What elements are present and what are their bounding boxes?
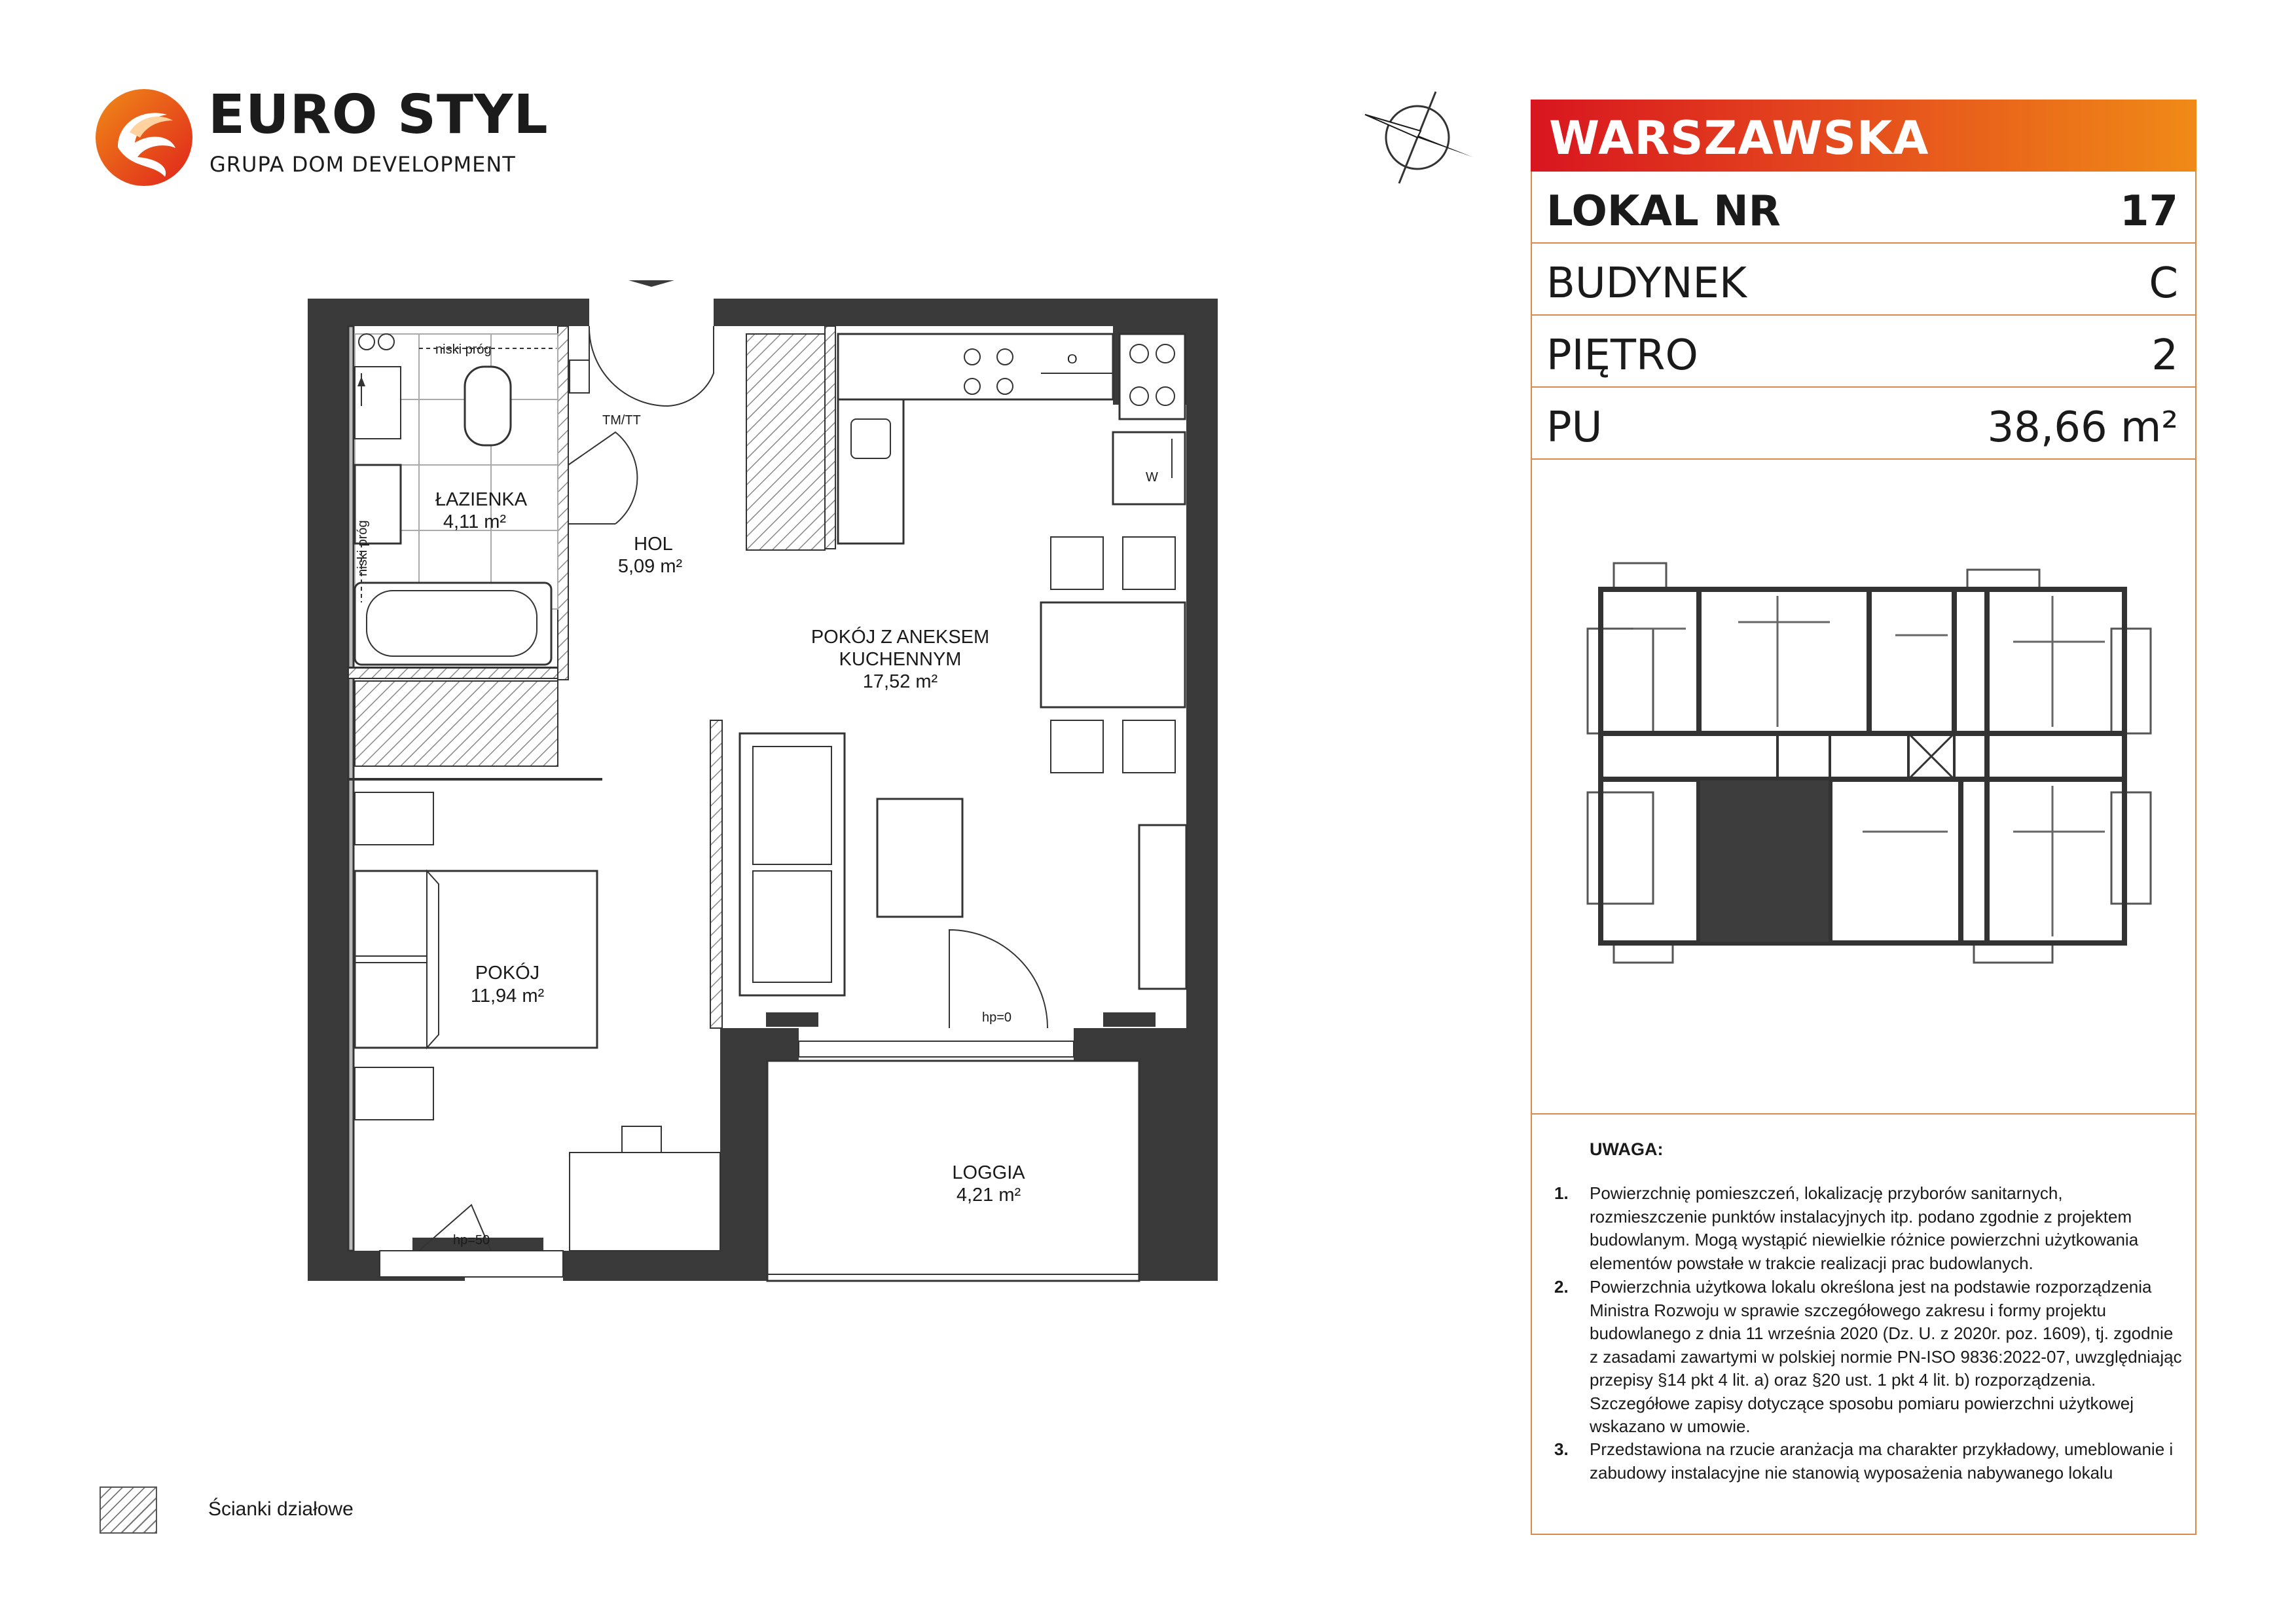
coffee-table — [877, 799, 962, 917]
row-lokal-key: LOKAL NR — [1546, 187, 1781, 236]
room-salon-area: 17,52 m² — [862, 671, 938, 692]
threshold-side-label: niski próg — [355, 520, 370, 576]
bed — [355, 871, 597, 1048]
row-pietro — [1531, 316, 2196, 388]
threshold-top-label: niski próg — [435, 342, 492, 357]
floor-plan — [301, 268, 1231, 1290]
logo-title: EURO STYL — [208, 84, 549, 146]
project-name: WARSZAWSKA — [1549, 111, 1929, 165]
note-1-text: Powierzchnię pomieszczeń, lokalizację przyborów sanitarnych, rozmieszczenie punktów instalacyjnych itp. podano zgodnie z projektem budowlanym. Mogą wystąpić niewielkie różnice powierzchni użytkowania elementów powstałe w trakcie realizacji prac budowlanych. — [1590, 1183, 2139, 1273]
room-pokoj-name: POKÓJ — [475, 963, 540, 984]
hp-window-label: hp=50 — [453, 1233, 490, 1247]
note-1 — [1554, 1182, 2183, 1275]
row-pietro-key: PIĘTRO — [1546, 331, 1698, 380]
legend-label: Ścianki działowe — [208, 1498, 354, 1520]
row-budynek-value: C — [2149, 259, 2178, 308]
bathroom-door[interactable] — [568, 432, 637, 524]
room-salon-name2: KUCHENNYM — [839, 649, 962, 670]
logo-subtitle: GRUPA DOM DEVELOPMENT — [210, 152, 516, 177]
partition-wall-swatch — [100, 1486, 157, 1534]
row-pu — [1531, 388, 2196, 460]
row-pietro-value: 2 — [2151, 331, 2178, 380]
note-1-number: 1. — [1554, 1183, 1569, 1203]
row-pu-key: PU — [1546, 403, 1603, 452]
note-2 — [1554, 1276, 2183, 1439]
washer-box — [1113, 432, 1185, 504]
notes-title: UWAGA: — [1590, 1139, 1664, 1159]
unit-highlight — [1700, 781, 1829, 942]
room-loggia-area: 4,21 m² — [956, 1185, 1021, 1206]
room-lazienka-area: 4,11 m² — [443, 511, 507, 532]
wardrobe — [355, 681, 558, 766]
row-lokal — [1531, 172, 2196, 244]
room-hol-name: HOL — [634, 534, 673, 555]
desk — [570, 1153, 720, 1251]
bedroom-window — [380, 1251, 563, 1277]
eurostyl-logo-icon — [92, 85, 196, 190]
row-budynek-key: BUDYNEK — [1546, 259, 1747, 308]
note-2-number: 2. — [1554, 1277, 1569, 1297]
toilet — [465, 367, 511, 445]
oven-label: O — [1067, 352, 1078, 367]
hp-door-label: hp=0 — [982, 1010, 1012, 1025]
boiler — [1120, 334, 1185, 419]
bathtub — [355, 583, 551, 665]
entrance-door[interactable] — [589, 326, 668, 406]
row-lokal-value: 17 — [2119, 187, 2178, 236]
note-3-number: 3. — [1554, 1439, 1569, 1459]
note-3 — [1554, 1438, 2183, 1485]
tmtt-box — [570, 360, 589, 393]
room-lazienka-name: ŁAZIENKA — [435, 489, 528, 510]
room-pokoj-area: 11,94 m² — [470, 986, 545, 1006]
row-pu-value: 38,66 m² — [1987, 403, 2178, 452]
entrance-arrow-icon — [629, 280, 674, 287]
note-3-text: Przedstawiona na rzucie aranżacja ma charakter przykładowy, umeblowanie i zabudowy instalacyjne nie stanowią wyposażenia nabywanego lokalu — [1590, 1439, 2174, 1483]
room-hol-area: 5,09 m² — [617, 556, 683, 577]
building-key-plan — [1555, 557, 2170, 976]
kitchen-cabinet — [746, 334, 825, 550]
room-salon-name: POKÓJ Z ANEKSEM — [811, 627, 990, 648]
note-2-text: Powierzchnia użytkowa lokalu określona jest na podstawie rozporządzenia Ministra Rozwoju w sprawie szczegółowego zakresu i formy projektu budowlanego z dnia 11 września 2020 (Dz. U. z 2020r. poz. 1609), tj. zgodnie z zasadami zawartymi w polskiej normie PN-ISO 9836:2022-07, uwzględniając przepisy §14 pkt 4 lit. a) oraz §20 ust. 1 pkt 4 lit. b) rozporządzenia. Szczegółowe zapisy dotyczące sposobu pomiaru powierzchni użytkowej wskazano w umowie. — [1590, 1277, 2182, 1436]
room-loggia-name: LOGGIA — [952, 1162, 1025, 1183]
dining-table — [1041, 602, 1185, 707]
panel-divider — [1531, 1113, 2196, 1115]
tmtt-label: TM/TT — [602, 413, 641, 428]
tv-cabinet — [1139, 825, 1186, 989]
north-arrow-icon — [1358, 85, 1476, 190]
balcony-window — [799, 1041, 1074, 1057]
row-budynek — [1531, 244, 2196, 316]
washer-label: W — [1146, 470, 1158, 485]
kitchen-counter — [838, 334, 1113, 399]
project-header — [1531, 100, 2196, 172]
